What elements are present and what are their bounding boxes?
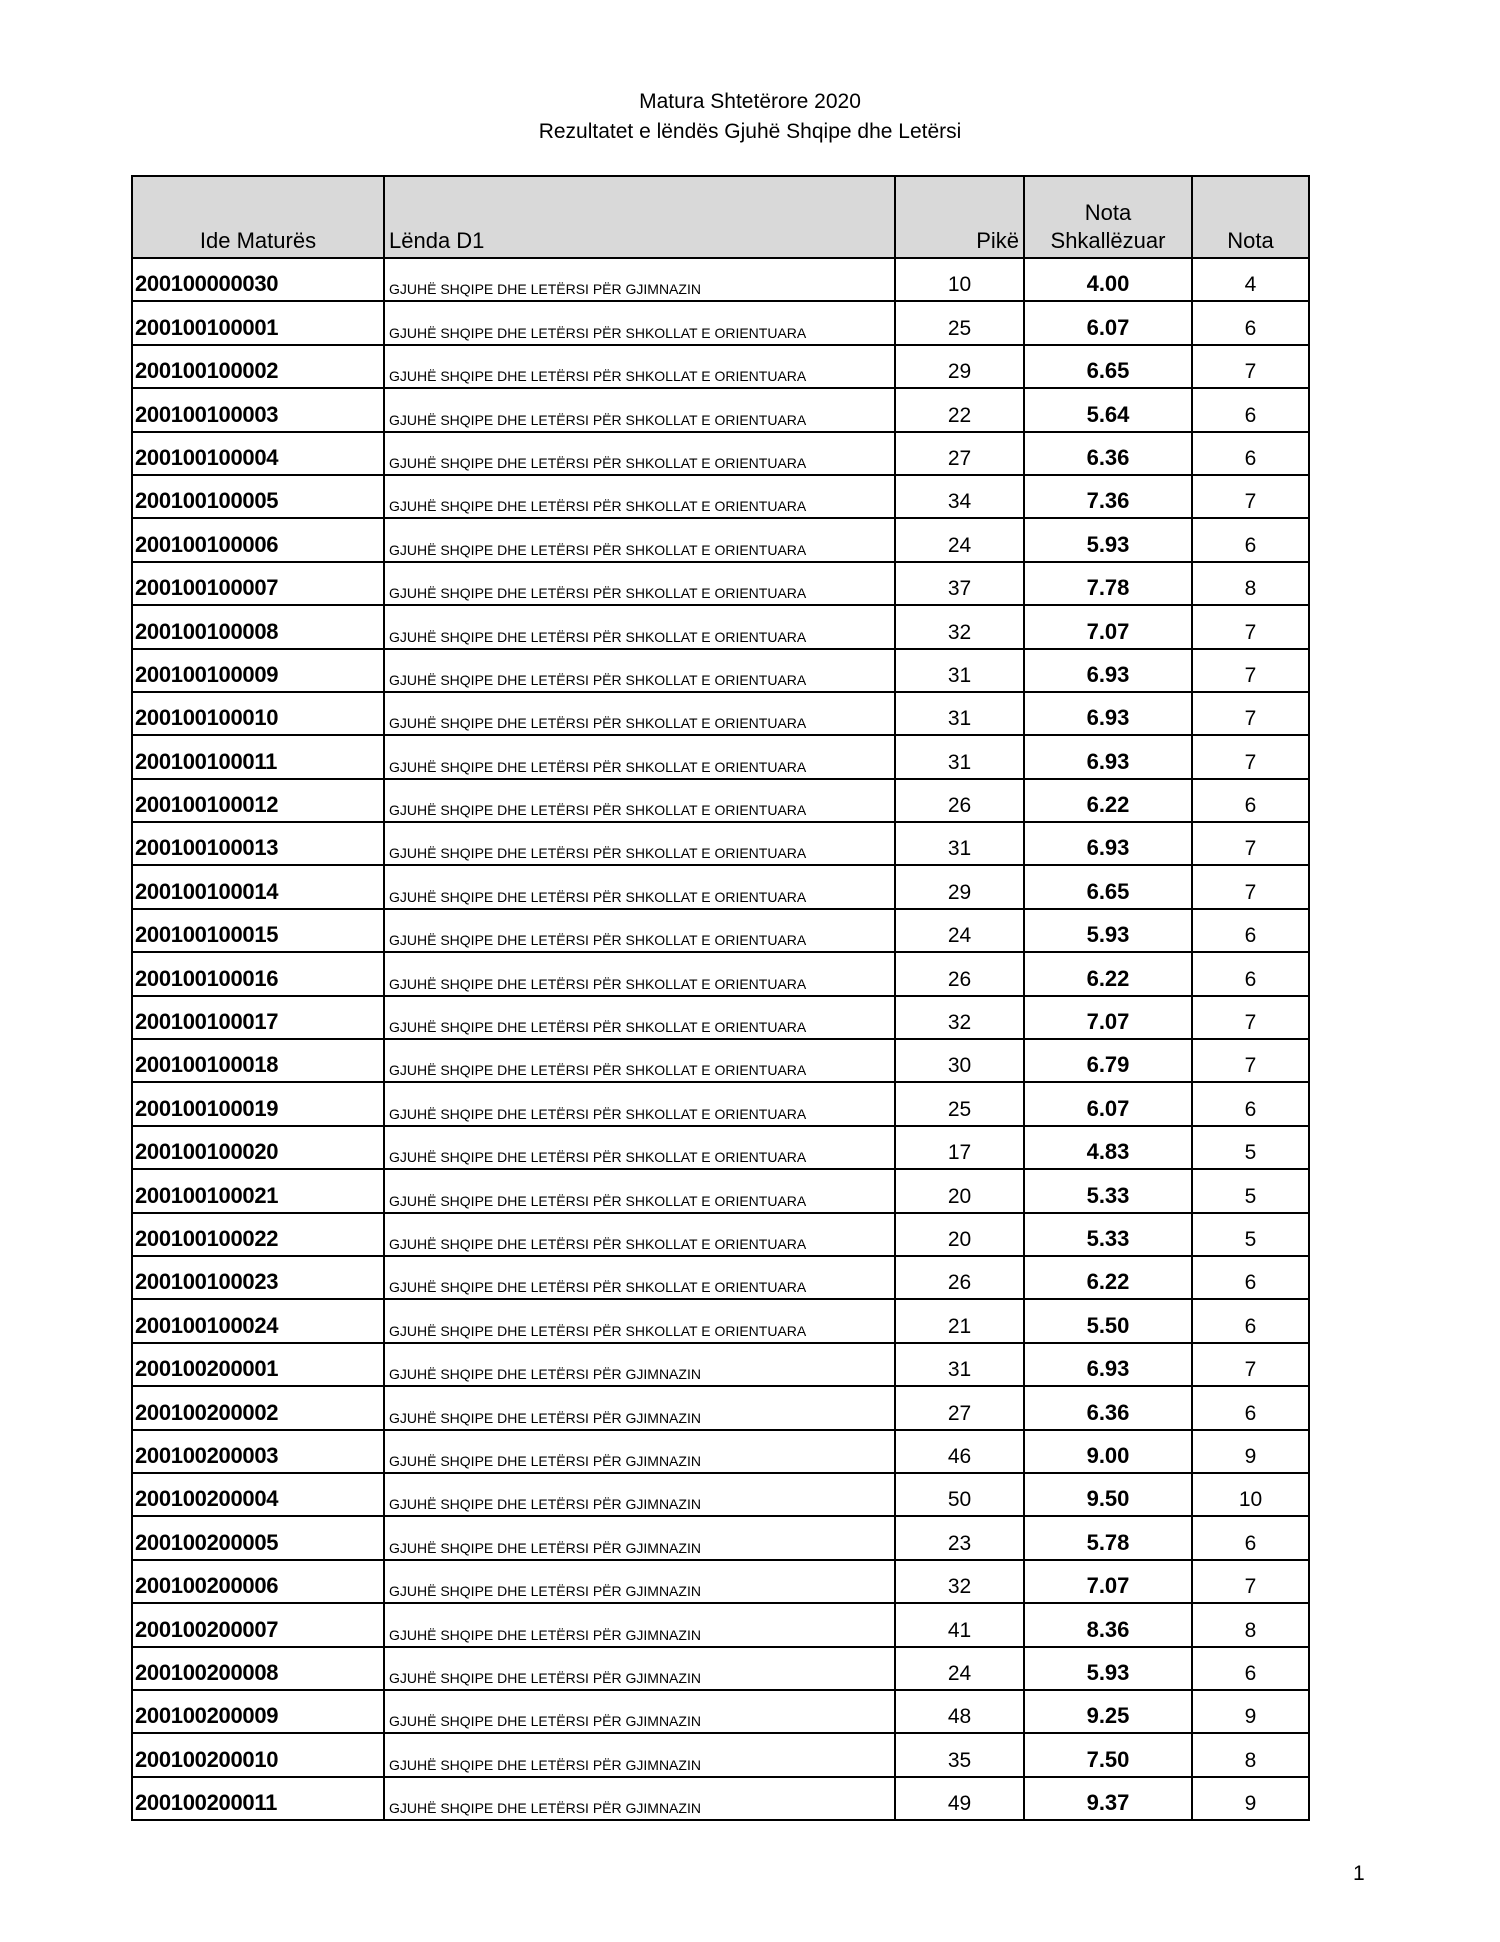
table-row [132,1213,1309,1256]
table-row [132,432,1309,475]
table-row [132,1126,1309,1169]
table-row [132,1647,1309,1690]
scaled-grade-cell: 6.93 [1024,1343,1192,1386]
subject-cell: GJUHË SHQIPE DHE LETËRSI PËR SHKOLLAT E ORIENTUARA [384,996,895,1039]
scaled-grade-cell: 7.50 [1024,1733,1192,1776]
table-row [132,1560,1309,1603]
table-row [132,518,1309,561]
subject-cell: GJUHË SHQIPE DHE LETËRSI PËR SHKOLLAT E ORIENTUARA [384,562,895,605]
candidate-id-cell: 200100100009 [132,649,384,692]
points-cell: 17 [895,1126,1024,1169]
points-cell: 20 [895,1169,1024,1212]
scaled-grade-cell: 5.33 [1024,1169,1192,1212]
candidate-id-cell: 200100200005 [132,1516,384,1559]
points-cell: 32 [895,605,1024,648]
subject-cell: GJUHË SHQIPE DHE LETËRSI PËR GJIMNAZIN [384,1473,895,1516]
candidate-id-cell: 200100100002 [132,345,384,388]
scaled-grade-cell: 7.78 [1024,562,1192,605]
points-cell: 24 [895,909,1024,952]
grade-cell: 6 [1192,432,1309,475]
table-row [132,605,1309,648]
points-cell: 24 [895,1647,1024,1690]
candidate-id-cell: 200100100008 [132,605,384,648]
points-cell: 49 [895,1777,1024,1820]
points-cell: 26 [895,779,1024,822]
points-cell: 41 [895,1603,1024,1646]
scaled-grade-cell: 9.50 [1024,1473,1192,1516]
points-cell: 24 [895,518,1024,561]
scaled-grade-cell: 6.22 [1024,952,1192,995]
grade-cell: 6 [1192,301,1309,344]
candidate-id-cell: 200100100023 [132,1256,384,1299]
grade-cell: 6 [1192,1256,1309,1299]
scaled-grade-cell: 5.33 [1024,1213,1192,1256]
points-cell: 46 [895,1430,1024,1473]
grade-cell: 6 [1192,1516,1309,1559]
table-row [132,388,1309,431]
table-row [132,1256,1309,1299]
table-row [132,822,1309,865]
scaled-grade-cell: 6.93 [1024,735,1192,778]
grade-cell: 7 [1192,649,1309,692]
scaled-grade-cell: 7.36 [1024,475,1192,518]
table-row [132,1299,1309,1342]
table-row [132,1169,1309,1212]
candidate-id-cell: 200100200006 [132,1560,384,1603]
table-row [132,996,1309,1039]
header-scaled-line2: Shkallëzuar [1050,228,1166,253]
subject-cell: GJUHË SHQIPE DHE LETËRSI PËR GJIMNAZIN [384,1603,895,1646]
points-cell: 20 [895,1213,1024,1256]
candidate-id-cell: 200100200004 [132,1473,384,1516]
subject-cell: GJUHË SHQIPE DHE LETËRSI PËR SHKOLLAT E ORIENTUARA [384,1039,895,1082]
grade-cell: 6 [1192,518,1309,561]
subject-cell: GJUHË SHQIPE DHE LETËRSI PËR GJIMNAZIN [384,1560,895,1603]
grade-cell: 8 [1192,1603,1309,1646]
points-cell: 25 [895,1082,1024,1125]
table-row [132,258,1309,301]
points-cell: 26 [895,952,1024,995]
points-cell: 37 [895,562,1024,605]
scaled-grade-cell: 6.93 [1024,692,1192,735]
table-row [132,1516,1309,1559]
subject-cell: GJUHË SHQIPE DHE LETËRSI PËR GJIMNAZIN [384,1733,895,1776]
table-row [132,562,1309,605]
scaled-grade-cell: 6.65 [1024,865,1192,908]
header-scaled-grade [1024,176,1192,258]
candidate-id-cell: 200100100010 [132,692,384,735]
scaled-grade-cell: 7.07 [1024,996,1192,1039]
scaled-grade-cell: 4.00 [1024,258,1192,301]
subject-cell: GJUHË SHQIPE DHE LETËRSI PËR GJIMNAZIN [384,1777,895,1820]
candidate-id-cell: 200100200002 [132,1386,384,1429]
candidate-id-cell: 200100200009 [132,1690,384,1733]
points-cell: 31 [895,649,1024,692]
candidate-id-cell: 200100100015 [132,909,384,952]
grade-cell: 8 [1192,562,1309,605]
grade-cell: 7 [1192,996,1309,1039]
candidate-id-cell: 200100100019 [132,1082,384,1125]
table-row [132,909,1309,952]
grade-cell: 6 [1192,388,1309,431]
table-row [132,1690,1309,1733]
points-cell: 30 [895,1039,1024,1082]
subject-cell: GJUHË SHQIPE DHE LETËRSI PËR GJIMNAZIN [384,1386,895,1429]
table-row [132,1603,1309,1646]
points-cell: 35 [895,1733,1024,1776]
subject-cell: GJUHË SHQIPE DHE LETËRSI PËR SHKOLLAT E ORIENTUARA [384,1169,895,1212]
grade-cell: 7 [1192,1560,1309,1603]
subject-cell: GJUHË SHQIPE DHE LETËRSI PËR SHKOLLAT E ORIENTUARA [384,345,895,388]
table-row [132,345,1309,388]
points-cell: 29 [895,345,1024,388]
points-cell: 25 [895,301,1024,344]
points-cell: 50 [895,1473,1024,1516]
subject-cell: GJUHË SHQIPE DHE LETËRSI PËR SHKOLLAT E ORIENTUARA [384,865,895,908]
grade-cell: 5 [1192,1213,1309,1256]
grade-cell: 7 [1192,1343,1309,1386]
candidate-id-cell: 200100100021 [132,1169,384,1212]
grade-cell: 7 [1192,735,1309,778]
scaled-grade-cell: 7.07 [1024,1560,1192,1603]
table-header-row [132,176,1309,258]
subject-cell: GJUHË SHQIPE DHE LETËRSI PËR GJIMNAZIN [384,1647,895,1690]
grade-cell: 7 [1192,1039,1309,1082]
subject-cell: GJUHË SHQIPE DHE LETËRSI PËR GJIMNAZIN [384,1343,895,1386]
scaled-grade-cell: 6.22 [1024,1256,1192,1299]
candidate-id-cell: 200100200011 [132,1777,384,1820]
candidate-id-cell: 200100100013 [132,822,384,865]
header-grade: Nota [1192,176,1309,258]
scaled-grade-cell: 5.78 [1024,1516,1192,1559]
table-row [132,779,1309,822]
scaled-grade-cell: 5.64 [1024,388,1192,431]
grade-cell: 6 [1192,909,1309,952]
subject-cell: GJUHË SHQIPE DHE LETËRSI PËR GJIMNAZIN [384,1516,895,1559]
candidate-id-cell: 200100100004 [132,432,384,475]
grade-cell: 7 [1192,822,1309,865]
candidate-id-cell: 200100100020 [132,1126,384,1169]
table-row [132,692,1309,735]
scaled-grade-cell: 6.93 [1024,822,1192,865]
scaled-grade-cell: 9.25 [1024,1690,1192,1733]
scaled-grade-cell: 6.93 [1024,649,1192,692]
candidate-id-cell: 200100100003 [132,388,384,431]
candidate-id-cell: 200100100022 [132,1213,384,1256]
candidate-id-cell: 200100200001 [132,1343,384,1386]
scaled-grade-cell: 6.07 [1024,301,1192,344]
grade-cell: 7 [1192,475,1309,518]
grade-cell: 9 [1192,1690,1309,1733]
table-row [132,1473,1309,1516]
grade-cell: 9 [1192,1430,1309,1473]
scaled-grade-cell: 9.37 [1024,1777,1192,1820]
table-row [132,475,1309,518]
points-cell: 23 [895,1516,1024,1559]
points-cell: 22 [895,388,1024,431]
subject-cell: GJUHË SHQIPE DHE LETËRSI PËR SHKOLLAT E ORIENTUARA [384,1213,895,1256]
grade-cell: 6 [1192,779,1309,822]
document-subtitle: Rezultatet e lëndës Gjuhë Shqipe dhe Letërsi [538,120,962,143]
grade-cell: 6 [1192,1082,1309,1125]
grade-cell: 10 [1192,1473,1309,1516]
subject-cell: GJUHË SHQIPE DHE LETËRSI PËR SHKOLLAT E ORIENTUARA [384,909,895,952]
points-cell: 34 [895,475,1024,518]
header-points: Pikë [895,176,1024,258]
subject-cell: GJUHË SHQIPE DHE LETËRSI PËR SHKOLLAT E ORIENTUARA [384,1299,895,1342]
results-table [131,175,1310,1821]
points-cell: 31 [895,1343,1024,1386]
grade-cell: 4 [1192,258,1309,301]
points-cell: 31 [895,735,1024,778]
points-cell: 27 [895,1386,1024,1429]
scaled-grade-cell: 5.93 [1024,1647,1192,1690]
header-id: Ide Maturës [132,176,384,258]
grade-cell: 7 [1192,345,1309,388]
subject-cell: GJUHË SHQIPE DHE LETËRSI PËR GJIMNAZIN [384,1690,895,1733]
subject-cell: GJUHË SHQIPE DHE LETËRSI PËR GJIMNAZIN [384,1430,895,1473]
scaled-grade-cell: 9.00 [1024,1430,1192,1473]
table-row [132,952,1309,995]
table-row [132,1430,1309,1473]
subject-cell: GJUHË SHQIPE DHE LETËRSI PËR SHKOLLAT E ORIENTUARA [384,475,895,518]
page-number: 1 [1353,1862,1365,1885]
subject-cell: GJUHË SHQIPE DHE LETËRSI PËR SHKOLLAT E ORIENTUARA [384,432,895,475]
grade-cell: 5 [1192,1169,1309,1212]
subject-cell: GJUHË SHQIPE DHE LETËRSI PËR SHKOLLAT E ORIENTUARA [384,518,895,561]
subject-cell: GJUHË SHQIPE DHE LETËRSI PËR SHKOLLAT E ORIENTUARA [384,1082,895,1125]
grade-cell: 7 [1192,692,1309,735]
subject-cell: GJUHË SHQIPE DHE LETËRSI PËR SHKOLLAT E ORIENTUARA [384,779,895,822]
grade-cell: 7 [1192,865,1309,908]
points-cell: 29 [895,865,1024,908]
candidate-id-cell: 200100100011 [132,735,384,778]
scaled-grade-cell: 7.07 [1024,605,1192,648]
candidate-id-cell: 200100100012 [132,779,384,822]
candidate-id-cell: 200100100005 [132,475,384,518]
points-cell: 26 [895,1256,1024,1299]
grade-cell: 7 [1192,605,1309,648]
points-cell: 31 [895,692,1024,735]
candidate-id-cell: 200100000030 [132,258,384,301]
points-cell: 10 [895,258,1024,301]
grade-cell: 8 [1192,1733,1309,1776]
table-row [132,1777,1309,1820]
candidate-id-cell: 200100100017 [132,996,384,1039]
candidate-id-cell: 200100100018 [132,1039,384,1082]
subject-cell: GJUHË SHQIPE DHE LETËRSI PËR SHKOLLAT E ORIENTUARA [384,1256,895,1299]
table-row [132,735,1309,778]
scaled-grade-cell: 6.65 [1024,345,1192,388]
subject-cell: GJUHË SHQIPE DHE LETËRSI PËR SHKOLLAT E ORIENTUARA [384,822,895,865]
subject-cell: GJUHË SHQIPE DHE LETËRSI PËR SHKOLLAT E ORIENTUARA [384,952,895,995]
candidate-id-cell: 200100200008 [132,1647,384,1690]
table-row [132,1343,1309,1386]
grade-cell: 6 [1192,1386,1309,1429]
subject-cell: GJUHË SHQIPE DHE LETËRSI PËR SHKOLLAT E ORIENTUARA [384,735,895,778]
points-cell: 48 [895,1690,1024,1733]
subject-cell: GJUHË SHQIPE DHE LETËRSI PËR SHKOLLAT E ORIENTUARA [384,1126,895,1169]
grade-cell: 5 [1192,1126,1309,1169]
scaled-grade-cell: 6.22 [1024,779,1192,822]
candidate-id-cell: 200100200007 [132,1603,384,1646]
scaled-grade-cell: 4.83 [1024,1126,1192,1169]
candidate-id-cell: 200100200003 [132,1430,384,1473]
subject-cell: GJUHË SHQIPE DHE LETËRSI PËR SHKOLLAT E ORIENTUARA [384,388,895,431]
candidate-id-cell: 200100100006 [132,518,384,561]
scaled-grade-cell: 6.36 [1024,1386,1192,1429]
subject-cell: GJUHË SHQIPE DHE LETËRSI PËR SHKOLLAT E ORIENTUARA [384,301,895,344]
header-subject: Lënda D1 [384,176,895,258]
table-row [132,1733,1309,1776]
scaled-grade-cell: 8.36 [1024,1603,1192,1646]
candidate-id-cell: 200100100014 [132,865,384,908]
scaled-grade-cell: 6.07 [1024,1082,1192,1125]
points-cell: 32 [895,996,1024,1039]
grade-cell: 6 [1192,1647,1309,1690]
table-row [132,1039,1309,1082]
points-cell: 32 [895,1560,1024,1603]
points-cell: 21 [895,1299,1024,1342]
table-row [132,1386,1309,1429]
scaled-grade-cell: 6.79 [1024,1039,1192,1082]
subject-cell: GJUHË SHQIPE DHE LETËRSI PËR SHKOLLAT E ORIENTUARA [384,605,895,648]
candidate-id-cell: 200100100001 [132,301,384,344]
subject-cell: GJUHË SHQIPE DHE LETËRSI PËR SHKOLLAT E ORIENTUARA [384,692,895,735]
grade-cell: 6 [1192,1299,1309,1342]
candidate-id-cell: 200100100024 [132,1299,384,1342]
candidate-id-cell: 200100100007 [132,562,384,605]
subject-cell: GJUHË SHQIPE DHE LETËRSI PËR GJIMNAZIN [384,258,895,301]
scaled-grade-cell: 5.93 [1024,909,1192,952]
scaled-grade-cell: 5.93 [1024,518,1192,561]
table-row [132,649,1309,692]
table-row [132,1082,1309,1125]
candidate-id-cell: 200100200010 [132,1733,384,1776]
grade-cell: 9 [1192,1777,1309,1820]
scaled-grade-cell: 6.36 [1024,432,1192,475]
header-scaled-line1: Nota [1084,200,1132,225]
points-cell: 31 [895,822,1024,865]
table-row [132,865,1309,908]
table-row [132,301,1309,344]
candidate-id-cell: 200100100016 [132,952,384,995]
points-cell: 27 [895,432,1024,475]
scaled-grade-cell: 5.50 [1024,1299,1192,1342]
grade-cell: 6 [1192,952,1309,995]
document-title: Matura Shtetërore 2020 [639,90,861,113]
subject-cell: GJUHË SHQIPE DHE LETËRSI PËR SHKOLLAT E ORIENTUARA [384,649,895,692]
